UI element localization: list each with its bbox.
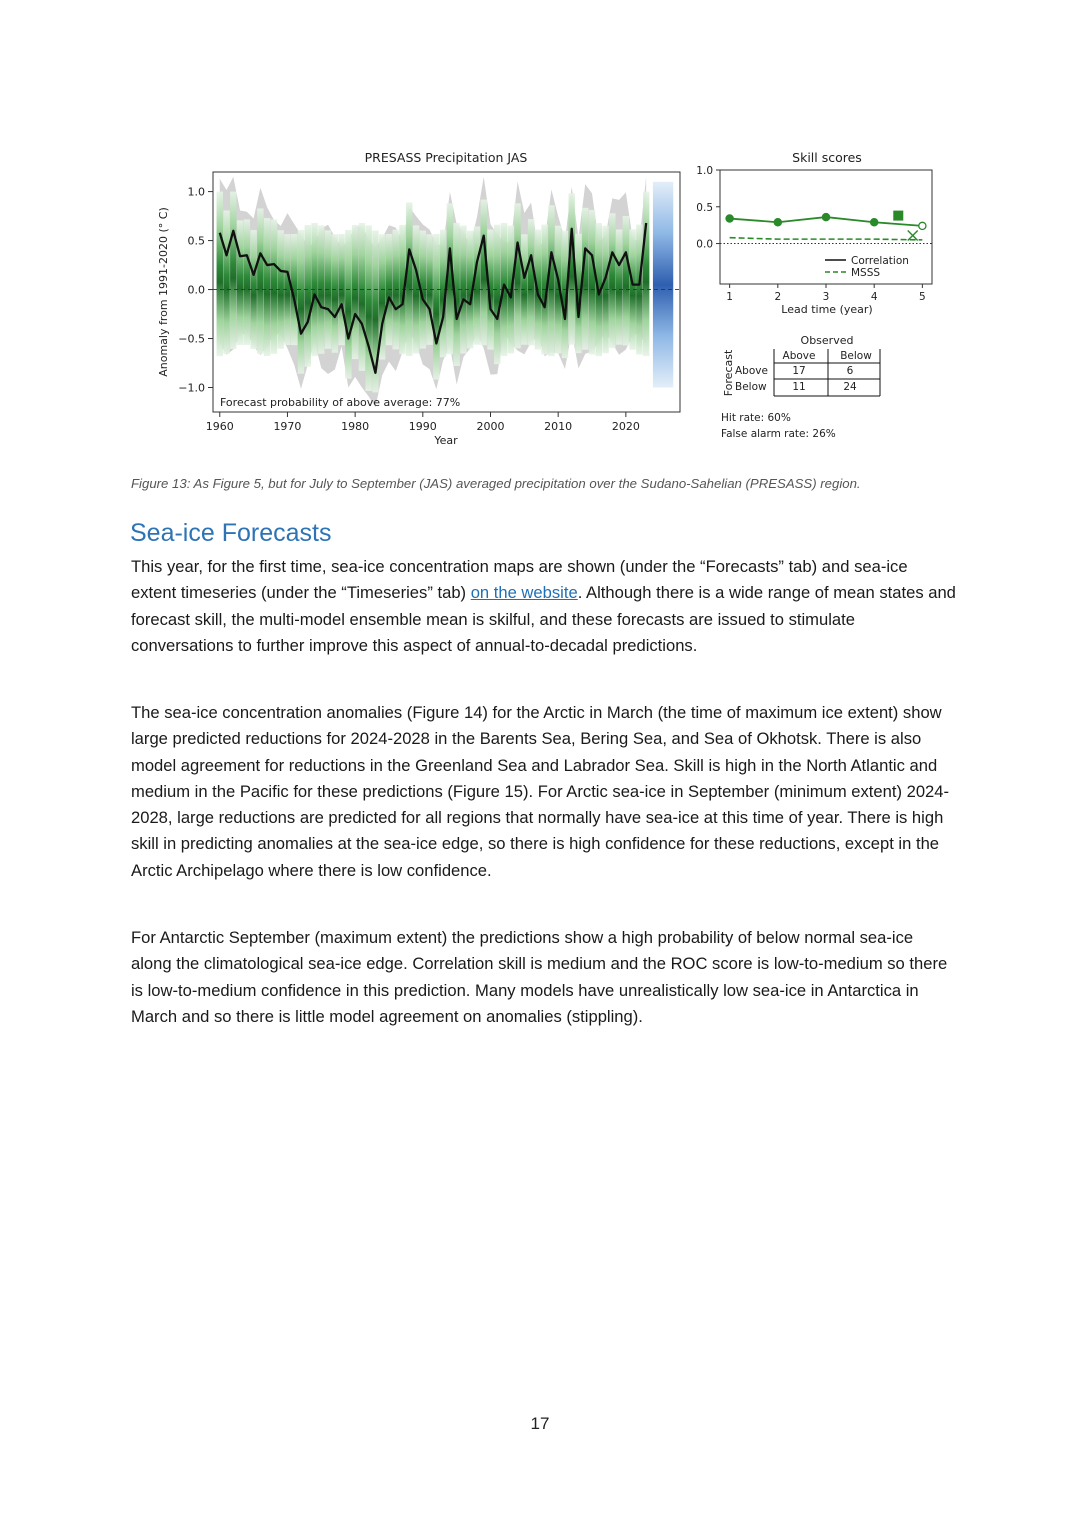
observed-label: Observed bbox=[800, 334, 854, 347]
ensemble-bar-1982 bbox=[365, 225, 371, 391]
left-xtick-label: 2010 bbox=[544, 420, 573, 433]
legend-msss: MSSS bbox=[851, 267, 881, 279]
ensemble-bar-2023 bbox=[643, 192, 649, 357]
figure-caption: Figure 13: As Figure 5, but for July to September (JAS) averaged precipitation over the Sudano-Sahelian (PRESASS) region. bbox=[131, 476, 861, 491]
ensemble-bar-1967 bbox=[264, 218, 270, 356]
right-xlabel: Lead time (year) bbox=[781, 303, 873, 316]
paragraph-3: For Antarctic September (maximum extent) the predictions show a high probability of below normal sea-ice along the climatological sea-ice edge. Correlation skill is medium and the ROC score is low-to-medium so there is low-to-medium confidence in this prediction. Many models have unrealistically low sea-ice in Antarctica in March and so there is little model agreement on anomalies (stippling). bbox=[131, 928, 948, 1026]
ensemble-bar-1966 bbox=[257, 208, 263, 354]
forecast-band bbox=[653, 182, 673, 388]
figure-13 bbox=[150, 140, 950, 460]
ensemble-bar-1998 bbox=[474, 226, 480, 344]
right-ytick-label: 1.0 bbox=[696, 165, 713, 177]
left-ytick-label: 1.0 bbox=[187, 185, 205, 199]
cell-above-above: 17 bbox=[792, 365, 806, 377]
ensemble-bar-2018 bbox=[609, 213, 615, 348]
left-ytick-label: 0.5 bbox=[187, 234, 205, 248]
ensemble-bar-2006 bbox=[528, 219, 534, 345]
left-chart-title: PRESASS Precipitation JAS bbox=[364, 150, 528, 165]
square-marker bbox=[893, 211, 903, 221]
ensemble-bar-2009 bbox=[548, 205, 554, 356]
ensemble-bar-1968 bbox=[271, 219, 277, 353]
correlation-point bbox=[871, 219, 878, 226]
ensemble-bar-1972 bbox=[298, 230, 304, 374]
left-xtick-label: 1990 bbox=[408, 420, 437, 433]
cell-below-above: 11 bbox=[792, 381, 806, 393]
right-xtick-label: 5 bbox=[919, 291, 926, 303]
left-ytick-label: −1.0 bbox=[178, 381, 205, 395]
ensemble-bar-1988 bbox=[406, 202, 412, 356]
left-xtick-label: 1970 bbox=[273, 420, 302, 433]
page-number: 17 bbox=[530, 1414, 550, 1433]
right-chart-title: Skill scores bbox=[792, 150, 862, 165]
row-label-below: Below bbox=[735, 381, 767, 393]
website-link[interactable]: on the website bbox=[470, 583, 578, 603]
paragraph-1-part-b: . Although there is a wide range of mean states and forecast skill, the multi-model ensemble mean is skilful, and these forecasts are issued to stimulate conversations to further improve this aspect of annual-to-decadal predictions. bbox=[131, 583, 956, 655]
ensemble-bar-2019 bbox=[616, 230, 622, 345]
left-xlabel: Year bbox=[434, 434, 458, 447]
left-ytick-label: −0.5 bbox=[178, 332, 205, 346]
ensemble-bar-1981 bbox=[359, 223, 365, 371]
ensemble-bar-1964 bbox=[244, 219, 250, 345]
ensemble-bar-1977 bbox=[332, 234, 338, 353]
ensemble-bar-2020 bbox=[623, 216, 629, 345]
section-heading: Sea-ice Forecasts bbox=[130, 519, 332, 547]
left-annotation: Forecast probability of above average: 77% bbox=[220, 396, 461, 409]
ensemble-bar-1963 bbox=[237, 220, 243, 345]
ensemble-bar-1980 bbox=[352, 225, 358, 359]
legend-correlation: Correlation bbox=[851, 255, 909, 267]
right-xtick-label: 2 bbox=[774, 291, 782, 303]
correlation-point bbox=[822, 213, 829, 220]
false-alarm-rate: False alarm rate: 26% bbox=[721, 428, 836, 440]
ensemble-bar-2004 bbox=[514, 203, 520, 348]
left-ytick-label: 0.0 bbox=[187, 283, 205, 297]
ensemble-bar-2001 bbox=[494, 225, 500, 364]
ensemble-bar-1960 bbox=[217, 192, 223, 357]
right-xtick-label: 1 bbox=[726, 291, 733, 303]
correlation-point bbox=[774, 219, 781, 226]
right-xtick-label: 3 bbox=[822, 291, 830, 303]
correlation-point bbox=[726, 215, 733, 222]
paragraph-1 bbox=[131, 554, 956, 659]
col-label-below: Below bbox=[840, 350, 872, 362]
cell-below-below: 24 bbox=[843, 381, 857, 393]
left-xtick-label: 2020 bbox=[611, 420, 640, 433]
right-ytick-label: 0.5 bbox=[696, 201, 713, 214]
ensemble-bar-1979 bbox=[345, 230, 351, 379]
ensemble-bar-2015 bbox=[589, 210, 595, 355]
left-xtick-label: 1960 bbox=[205, 420, 234, 433]
correlation-point bbox=[919, 222, 926, 229]
paragraph-2: The sea-ice concentration anomalies (Figure 14) for the Arctic in March (the time of maximum ice extent) show large predicted reductions for 2024-2028 in the Barents Sea, Bering Sea, and Sea of Okhotsk. There is also model agreement for reductions in the Greenland Sea and Labrador Sea. Skill is high in the North Atlantic and medium in the Pacific for these predictions (Figure 15). For Arctic sea-ice in September (minimum extent) 2024-2028, large reductions are predicted for all regions that normally have sea-ice at this time of year. There is high skill in predicting anomalies at the sea-ice edge, so there is high confidence for these reductions, except in the Arctic Archipelago where there is low confidence. bbox=[131, 703, 950, 880]
paragraph-1-part-a: This year, for the first time, sea-ice concentration maps are shown (under the “Forecasts” tab) and sea-ice extent timeseries (under the “Timeseries” tab) bbox=[131, 557, 908, 603]
col-label-above: Above bbox=[782, 350, 816, 362]
right-xtick-label: 4 bbox=[870, 291, 878, 303]
left-xtick-label: 1980 bbox=[341, 420, 370, 433]
ensemble-bar-1973 bbox=[305, 225, 311, 367]
ensemble-bar-1962 bbox=[230, 192, 236, 349]
right-ytick-label: 0.0 bbox=[696, 238, 713, 251]
ensemble-bar-1992 bbox=[433, 234, 439, 380]
ensemble-bar-1961 bbox=[223, 210, 229, 353]
left-xtick-label: 2000 bbox=[476, 420, 505, 433]
forecast-label: Forecast bbox=[722, 349, 735, 397]
contingency-table bbox=[722, 334, 880, 396]
hit-rate: Hit rate: 60% bbox=[721, 412, 791, 424]
left-ylabel: Anomaly from 1991-2020 (° C) bbox=[157, 207, 170, 377]
row-label-above: Above bbox=[735, 365, 768, 377]
cell-above-below: 6 bbox=[846, 365, 854, 377]
